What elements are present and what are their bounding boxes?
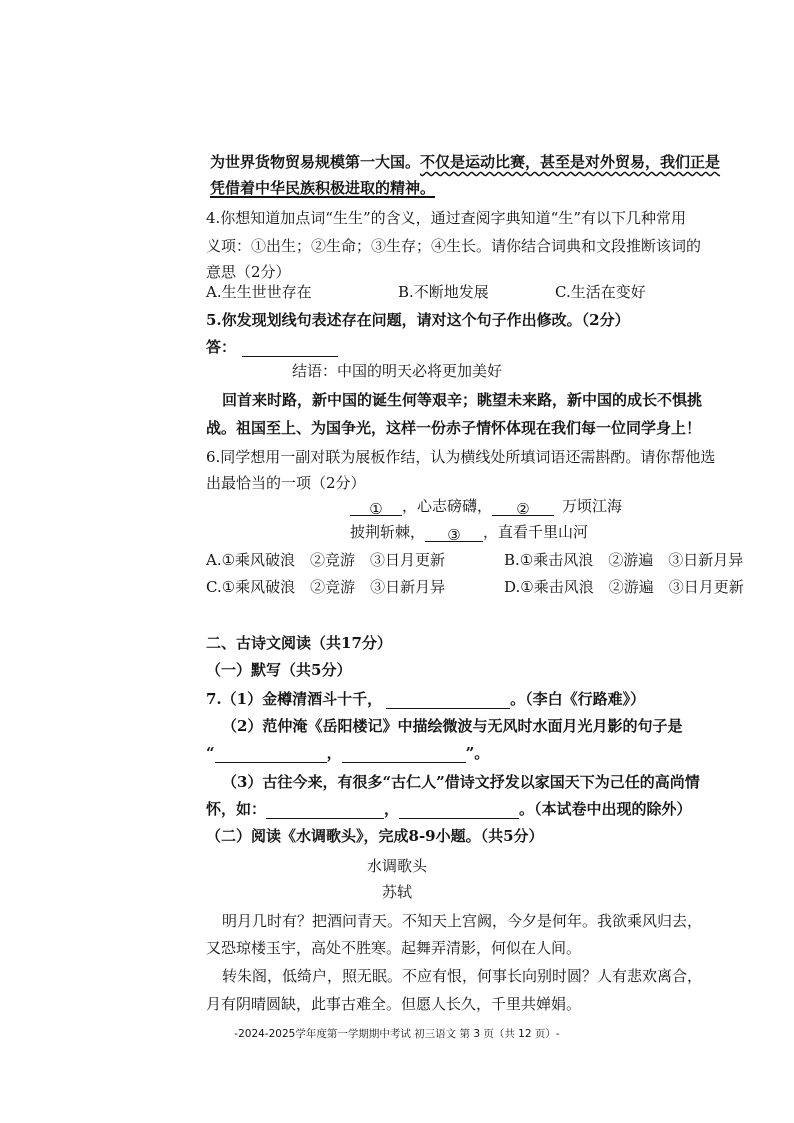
q4-option-c[interactable]: C.生活在变好 (555, 283, 646, 301)
q7-3-blank-1[interactable] (266, 802, 384, 819)
poem-title: 水调歌头 (366, 857, 427, 875)
couplet-line-2 (350, 522, 588, 542)
section-2-sub-2: （二）阅读《水调歌头》，完成8-9小题。（共5分） (206, 827, 544, 845)
section-2-title: 二、古诗文阅读（共17分） (206, 634, 392, 652)
conclusion-line-2: 战。祖国至上、为国争光，这样一份赤子情怀体现在我们每一位同学身上！ (206, 419, 702, 437)
poem-line-3: 转朱阁，低绮户，照无眠。不应有恨，何事长向别时圆？人有悲欢离合， (222, 967, 703, 985)
q4-option-a[interactable]: A.生生世世存在 (206, 283, 312, 301)
couplet-text: ，直看千里山河 (483, 523, 589, 541)
comma: ， (326, 744, 342, 762)
couplet-blank-3[interactable]: ③ (425, 525, 483, 542)
q7-1-blank[interactable] (386, 692, 510, 709)
passage-text: 为世界货物贸易规模第一大国。 (210, 153, 421, 171)
poem-line-1: 明月几时有？把酒问青天。不知天上宫阙，今夕是何年。我欲乘风归去， (222, 912, 703, 930)
q4-option-b[interactable]: B.不断地发展 (398, 283, 489, 301)
q7-1-row (206, 689, 645, 709)
q5-answer-row (206, 337, 338, 357)
quote-close: ”。 (465, 744, 490, 762)
q4-line-3: 意思（2分） (206, 263, 291, 281)
q7-2-blank-2[interactable] (342, 746, 466, 763)
q4-line-1: 4.你想知道加点词“生生”的含义，通过查阅字典知道“生”有以下几种常用 (206, 209, 686, 227)
passage-line-2 (210, 178, 435, 198)
q7-3-text: 怀，如： (206, 800, 267, 818)
q7-2-line: （2）范仲淹《岳阳楼记》中描绘微波与无风时水面月光月影的句子是 (222, 717, 683, 735)
q6-option-d[interactable]: D.①乘击风浪 ②游遍 ③日月更新 (504, 578, 744, 596)
q7-1-source: 。（李白《行路难》） (510, 690, 646, 708)
q6-option-a[interactable]: A.①乘风破浪 ②竞游 ③日月更新 (206, 551, 446, 569)
quote-open: “ (206, 744, 215, 762)
q6-line-1: 6.同学想用一副对联为展板作结，认为横线处所填词语还需斟酌。请你帮他选 (206, 448, 716, 466)
q6-option-c[interactable]: C.①乘风破浪 ②竞游 ③日新月异 (206, 578, 446, 596)
q7-3-blank-2[interactable] (399, 802, 519, 819)
couplet-text: ，心志磅礴， (402, 497, 493, 515)
comma: ， (384, 800, 400, 818)
passage-line-1 (210, 152, 720, 172)
q7-2-blank-1[interactable] (215, 746, 327, 763)
q7-3-line: （3）古往今来，有很多“古仁人”借诗文抒发以家国天下为己任的高尚情 (222, 773, 700, 791)
poem-line-4: 月有阴晴圆缺，此事古难全。但愿人长久，千里共婵娟。 (206, 995, 582, 1013)
poem-author: 苏轼 (381, 883, 412, 901)
q5-line-1: 5.你发现划线句表述存在问题，请对这个句子作出修改。（2分） (206, 311, 630, 329)
section-2-sub-1: （一）默写（共5分） (206, 661, 352, 679)
q7-3-note: 。（本试卷中出现的除外） (519, 800, 692, 818)
couplet-text: 披荆斩棘， (350, 523, 426, 541)
q6-line-2: 出最恰当的一项（2分） (206, 474, 366, 492)
couplet-blank-2[interactable]: ② (492, 499, 554, 516)
answer-blank[interactable] (242, 340, 338, 357)
answer-label: 答： (206, 338, 237, 356)
couplet-blank-1[interactable]: ① (350, 499, 402, 516)
q7-1-text: 7.（1）金樽清酒斗十千， (206, 690, 383, 708)
q7-3-answer-row (206, 799, 692, 819)
page-footer: -2024-2025学年度第一学期期中考试 初三语文 第 3 页（共 12 页）- (234, 1028, 560, 1040)
q4-line-2: 义项：①出生；②生命；③生存；④生长。请你结合词典和文段推断该词的 (206, 237, 702, 255)
underlined-sentence: 不仅是运动比赛，甚至是对外贸易，我们正是 (420, 153, 721, 171)
conclusion-title: 结语：中国的明天必将更加美好 (291, 362, 502, 380)
underlined-sentence-end: 凭借着中华民族积极进取的精神。 (210, 179, 436, 197)
q6-option-b[interactable]: B.①乘击风浪 ②游遍 ③日新月异 (504, 551, 744, 569)
poem-line-2: 又恐琼楼玉宇，高处不胜寒。起舞弄清影，何似在人间。 (206, 939, 582, 957)
conclusion-line-1: 回首来时路，新中国的诞生何等艰辛；眺望未来路，新中国的成长不惧挑 (222, 391, 703, 409)
q7-2-answer-row (206, 743, 489, 763)
couplet-text: 万顷江海 (562, 497, 623, 515)
couplet-line-1 (350, 496, 622, 516)
